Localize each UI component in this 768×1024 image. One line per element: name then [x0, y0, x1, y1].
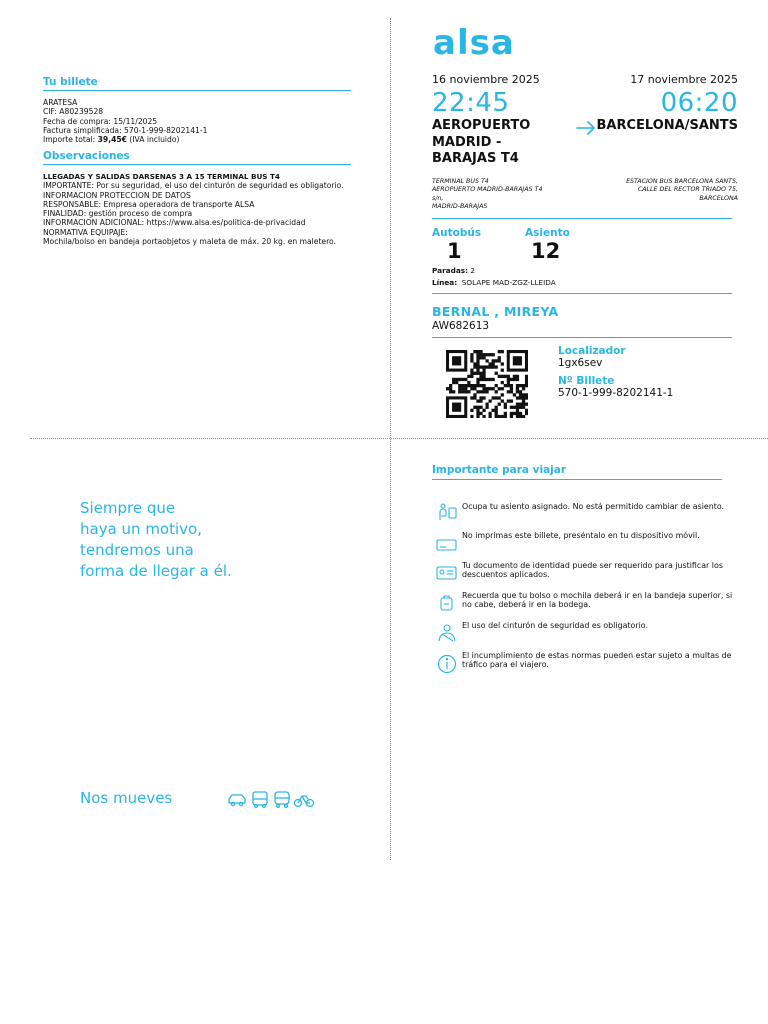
invoice-number: Factura simplificada: 570-1-999-8202141-1 [43, 125, 208, 135]
obs-line: INFORMACION ADICIONAL: https://www.alsa.es/politica-de-privacidad [43, 218, 306, 228]
total-amount: 39,45€ [97, 135, 127, 145]
arrival-address: ESTACION BUS BARCELONA SANTS, CALLE DEL RECTOR TRIADO 75, BARCELONA [626, 178, 738, 202]
route-rule [432, 218, 732, 219]
passenger-rule [432, 337, 732, 338]
slogan: Siempre que haya un motivo, tendremos una forma de llegar a él. [80, 499, 232, 580]
observations-text [43, 172, 353, 246]
coach-icon [275, 792, 289, 807]
trip-rule [432, 293, 732, 294]
arrival-time: 06:20 [660, 88, 738, 118]
arrival-station: BARCELONA/SANTS [596, 118, 738, 133]
seat-number: 12 [531, 239, 561, 263]
tip-id: Tu documento de identidad puede ser requerido para justificar los descuentos aplicados. [462, 561, 723, 580]
departure-station: AEROPUERTO MADRID - BARAJAS T4 [432, 118, 531, 166]
backpack-icon [438, 594, 456, 616]
important-rule [432, 479, 722, 480]
seat-label: Asiento [525, 227, 570, 239]
transport-icons [228, 790, 318, 814]
tip-backpack: Recuerda que tu bolso o mochila deberá ir en la bandeja superior, si no cabe, deberá ir en la bodega. [462, 591, 733, 610]
passenger-name: BERNAL , MIREYA [432, 304, 559, 319]
id-card-icon [436, 565, 458, 585]
bicycle-icon [295, 796, 314, 807]
horizontal-cut-line [30, 438, 768, 439]
obs-line: INFORMACION PROTECCION DE DATOS [43, 190, 191, 200]
observations-header: LLEGADAS Y SALIDAS DARSENAS 3 A 15 TERMINAL BUS T4 [43, 172, 280, 181]
bus-label: Autobús [432, 227, 482, 239]
obs-line: RESPONSABLE: Empresa operadora de transporte ALSA [43, 199, 255, 209]
ticket-info [43, 98, 353, 144]
tip-info: El incumplimiento de estas normas pueden estar sujeto a multas de tráfico para el viajero. [462, 651, 732, 670]
stops-count: 2 [470, 266, 475, 275]
tip-ticket: No imprimas este billete, preséntalo en tu dispositivo móvil. [462, 531, 700, 540]
ticket-number-value: 570-1-999-8202141-1 [558, 387, 674, 399]
ticket-section-rule [43, 90, 351, 91]
stops-info: Paradas: 2 [432, 266, 475, 275]
car-icon [229, 795, 245, 806]
vertical-cut-line [390, 18, 391, 860]
observations-rule [43, 164, 351, 165]
arrival-date: 17 noviembre 2025 [630, 73, 738, 86]
total-amount-line: Importe total: 39,45€ (IVA incluido) [43, 135, 180, 145]
company-cif: CIF: A80239528 [43, 107, 104, 117]
purchase-date: Fecha de compra: 15/11/2025 [43, 116, 158, 126]
important-title: Importante para viajar [432, 464, 567, 476]
company-name: ARATESA [43, 98, 78, 107]
seat-icon [436, 503, 458, 525]
ticket-icon [436, 537, 458, 556]
locator-value: 1gx6sev [558, 357, 603, 369]
tip-seat: Ocupa tu asiento asignado. No está permitido cambiar de asiento. [462, 502, 725, 511]
obs-line: Mochila/bolso en bandeja portaobjetos y maleta de máx. 20 kg. en maletero. [43, 237, 336, 247]
footer-tagline: Nos mueves [80, 789, 173, 807]
ticket-section-title: Tu billete [43, 76, 98, 88]
obs-line: NORMATIVA EQUIPAJE: [43, 227, 128, 237]
observations-title: Observaciones [43, 150, 130, 162]
ticket-number-label: Nº Billete [558, 375, 615, 387]
departure-date: 16 noviembre 2025 [432, 73, 540, 86]
bus-number: 1 [447, 239, 462, 263]
line-info: Línea: SOLAPE MAD-ZGZ-LLEIDA [432, 278, 556, 287]
departure-time: 22:45 [432, 88, 510, 118]
qr-code [446, 350, 528, 418]
bus-icon [253, 792, 267, 807]
obs-line: FINALIDAD: gestión proceso de compra [43, 209, 193, 219]
departure-address: TERMINAL BUS T4 AEROPUERTO MADRID-BARAJAS T4 s/n, MADRID-BARAJAS [432, 178, 543, 211]
line-name: SOLAPE MAD-ZGZ-LLEIDA [461, 278, 556, 287]
obs-line: IMPORTANTE: Por su seguridad, el uso del cinturón de seguridad es obligatorio. [43, 181, 344, 191]
seatbelt-icon [437, 624, 457, 646]
passenger-id: AW682613 [432, 320, 490, 332]
alsa-logo: alsa [433, 23, 515, 63]
locator-label: Localizador [558, 345, 626, 357]
info-icon [437, 654, 457, 678]
tip-seatbelt: El uso del cinturón de seguridad es obligatorio. [462, 621, 648, 630]
